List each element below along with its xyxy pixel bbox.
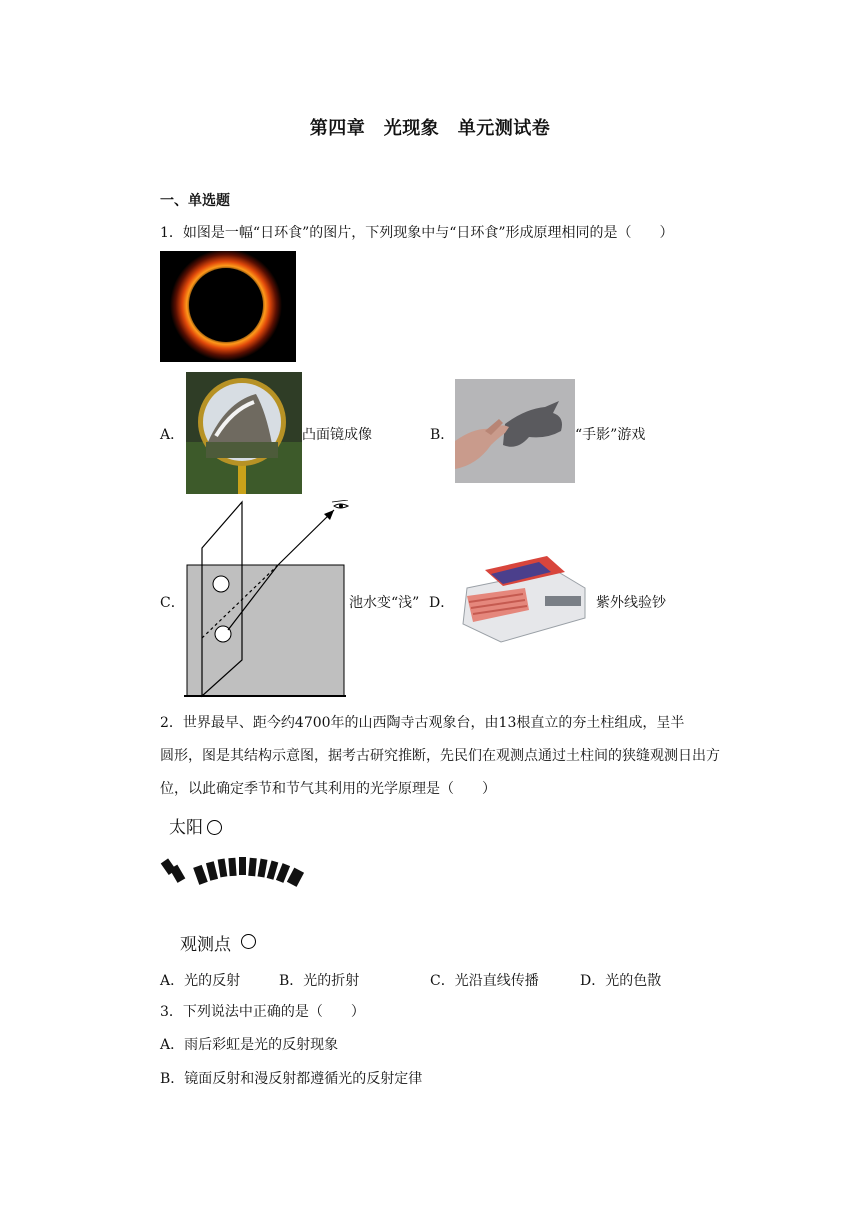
observer-circle-icon [241, 934, 256, 949]
q2-option-a: A．光的反射 [160, 973, 241, 989]
question-3-stem: 3．下列说法中正确的是（ ） [160, 1004, 365, 1020]
option-d-letter: D． [429, 595, 455, 611]
question-1-stem: 1．如图是一幅“日环食”的图片，下列现象中与“日环食”形成原理相同的是（ ） [160, 225, 674, 241]
observer-label: 观测点 [180, 935, 231, 955]
option-d-caption: 紫外线验钞 [596, 595, 666, 611]
sun-label: 太阳 [169, 818, 203, 838]
question-2-stem-line-1: 2．世界最早、距今约4700年的山西陶寺古观象台，由13根直立的夯土柱组成，呈半 [160, 715, 685, 731]
q2-option-c: C．光沿直线传播 [430, 973, 539, 989]
money-counter-image [455, 548, 595, 650]
option-a-caption: 凸面镜成像 [302, 427, 372, 443]
option-a-letter: A． [160, 427, 185, 443]
q3-option-a: A．雨后彩虹是光的反射现象 [160, 1037, 339, 1053]
page-title: 第四章 光现象 单元测试卷 [309, 118, 551, 139]
section-heading: 一、单选题 [160, 193, 230, 209]
option-c-caption: 池水变“浅” [349, 595, 420, 611]
option-c-letter: C． [160, 595, 185, 611]
convex-mirror-image [186, 372, 302, 494]
option-b-caption: “手影”游戏 [575, 427, 646, 443]
question-2-stem-line-3: 位，以此确定季节和节气其利用的光学原理是（ ） [160, 781, 496, 797]
option-b-letter: B． [430, 427, 455, 443]
observatory-diagram [160, 810, 330, 958]
q3-option-b: B．镜面反射和漫反射都遵循光的反射定律 [160, 1071, 423, 1087]
q2-option-b: B．光的折射 [279, 973, 360, 989]
sun-circle-icon [207, 820, 222, 835]
pool-refraction-diagram [184, 500, 359, 702]
annular-eclipse-image [160, 251, 296, 362]
q2-option-d: D．光的色散 [580, 973, 662, 989]
hand-shadow-image [455, 379, 575, 483]
question-2-stem-line-2: 圆形，图是其结构示意图，据考古研究推断，先民们在观测点通过土柱间的狭缝观测日出方 [160, 748, 720, 764]
